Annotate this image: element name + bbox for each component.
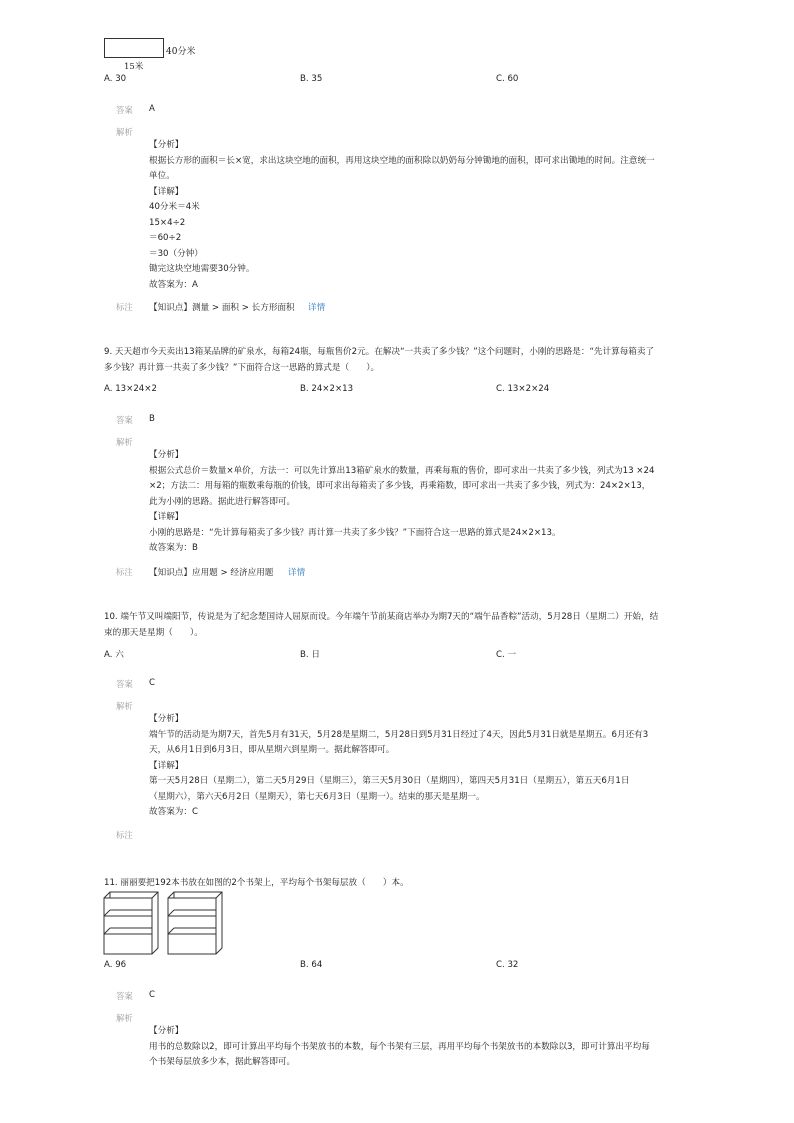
figure-bottom-label: 15米 <box>124 62 144 72</box>
q8-answer-label: 答案 <box>116 105 133 115</box>
q9-answer: B <box>149 414 155 424</box>
q11-analysis: 【分析】 用书的总数除以2，即可计算出平均每个书架放书的本数，每个书架有三层，再用平均每个书架放书的本数除以3，即可计算出平均每 个书架每层放多少本，据此解答即可。 <box>149 1026 650 1067</box>
q9-stem: 9. 天天超市今天卖出13箱某品牌的矿泉水，每箱24瓶，每瓶售价2元。在解决“一共卖了多少钱？”这个问题时，小刚的思路是：“先计算每箱卖了 多少钱？再计算一共卖了多少钱？”下面符合这一思路的算式是（ ）。 <box>104 347 655 373</box>
bookshelf-1 <box>104 892 158 954</box>
q9-option-c[interactable]: C. 13×2×24 <box>496 384 550 394</box>
q9-knowledge-tag: 【知识点】应用题 > 经济应用题 <box>149 568 274 578</box>
q10-option-c[interactable]: C. 一 <box>496 650 517 660</box>
q8-option-c[interactable]: C. 60 <box>496 74 519 84</box>
q9-option-b[interactable]: B. 24×2×13 <box>300 384 354 394</box>
q10-tag-label: 标注 <box>116 830 133 840</box>
bookshelf-figure <box>102 890 228 956</box>
q9-answer-label: 答案 <box>116 415 133 425</box>
q10-stem: 10. 端午节又叫端阳节，传说是为了纪念楚国诗人屈原而设。今年端午节前某商店举办为期7天的“端午品香粽”活动，5月28日（星期二）开始，结 束的那天是星期（ ）。 <box>104 612 659 638</box>
q9-detail-link[interactable]: 详情 <box>288 568 306 578</box>
q9-option-a[interactable]: A. 13×24×2 <box>104 384 157 394</box>
q10-option-a[interactable]: A. 六 <box>104 650 124 660</box>
q11-option-b[interactable]: B. 64 <box>300 960 323 970</box>
q10-analysis-label: 解析 <box>116 701 133 711</box>
q8-option-b[interactable]: B. 35 <box>300 74 323 84</box>
q11-option-c[interactable]: C. 32 <box>496 960 519 970</box>
q8-detail-link[interactable]: 详情 <box>308 303 326 313</box>
q11-stem: 11. 丽丽要把192本书放在如图的2个书架上，平均每个书架每层放（ ）本。 <box>104 878 409 888</box>
q10-answer: C <box>149 678 156 688</box>
q11-answer-label: 答案 <box>116 991 133 1001</box>
q8-knowledge-tag: 【知识点】测量 > 面积 > 长方形面积 <box>149 303 295 313</box>
q8-tag-label: 标注 <box>116 302 133 312</box>
q9-analysis: 【分析】 根据公式总价＝数量×单价，方法一：可以先计算出13箱矿泉水的数量，再乘每瓶的售价，即可求出一共卖了多少钱，列式为13 ×24 ×2；方法二：用每箱的瓶数乘每瓶的价钱，即可求出每箱卖了多少钱，再乘箱数，即可求出一共卖了多少钱，列式为：24×2×13， 此为小刚的思路。据此进行解答即可。 【详解】 小刚的思路是：“先计算每箱卖了多少钱？再计算一共卖了多少钱？”下面符合这一思路的算式是24×2×13。 故答案为：B <box>149 450 655 553</box>
q8-analysis-label: 解析 <box>116 127 133 137</box>
q10-answer-label: 答案 <box>116 679 133 689</box>
q11-answer: C <box>149 990 156 1000</box>
q8-answer: A <box>149 104 155 114</box>
q10-option-b[interactable]: B. 日 <box>300 650 320 660</box>
q11-option-a[interactable]: A. 96 <box>104 960 127 970</box>
q11-analysis-label: 解析 <box>116 1013 133 1023</box>
q8-option-a[interactable]: A. 30 <box>104 74 127 84</box>
q9-analysis-label: 解析 <box>116 437 133 447</box>
q9-tag-label: 标注 <box>116 567 133 577</box>
q10-analysis: 【分析】 端午节的活动是为期7天，首先5月有31天，5月28是星期二，5月28日到5月31日经过了4天，因此5月31日就是星期五。6月还有3 天，从6月1日到6月3日，即从星期六到星期一。据此解答即可。 【详解】 第一天5月28日（星期二），第二天5月29日（星期三），第三天5月30日（星期四），第四天5月31日（星期五），第五天6月1日 （星期六），第六天6月2日（星期天），第七天6月3日（星期一）。结束的那天是星期一。 故答案为：C <box>149 714 649 817</box>
figure-side-label: 40分米 <box>166 47 196 57</box>
bookshelf-2 <box>168 892 222 954</box>
q8-analysis: 【分析】 根据长方形的面积＝长×宽，求出这块空地的面积，再用这块空地的面积除以奶奶每分钟锄地的面积，即可求出锄地的时间。注意统一 单位。 【详解】 40分米＝4米 15×4÷2 ＝60÷2 ＝30（分钟） 锄完这块空地需要30分钟。 故答案为：A <box>149 140 655 290</box>
rectangle-figure <box>104 38 164 58</box>
